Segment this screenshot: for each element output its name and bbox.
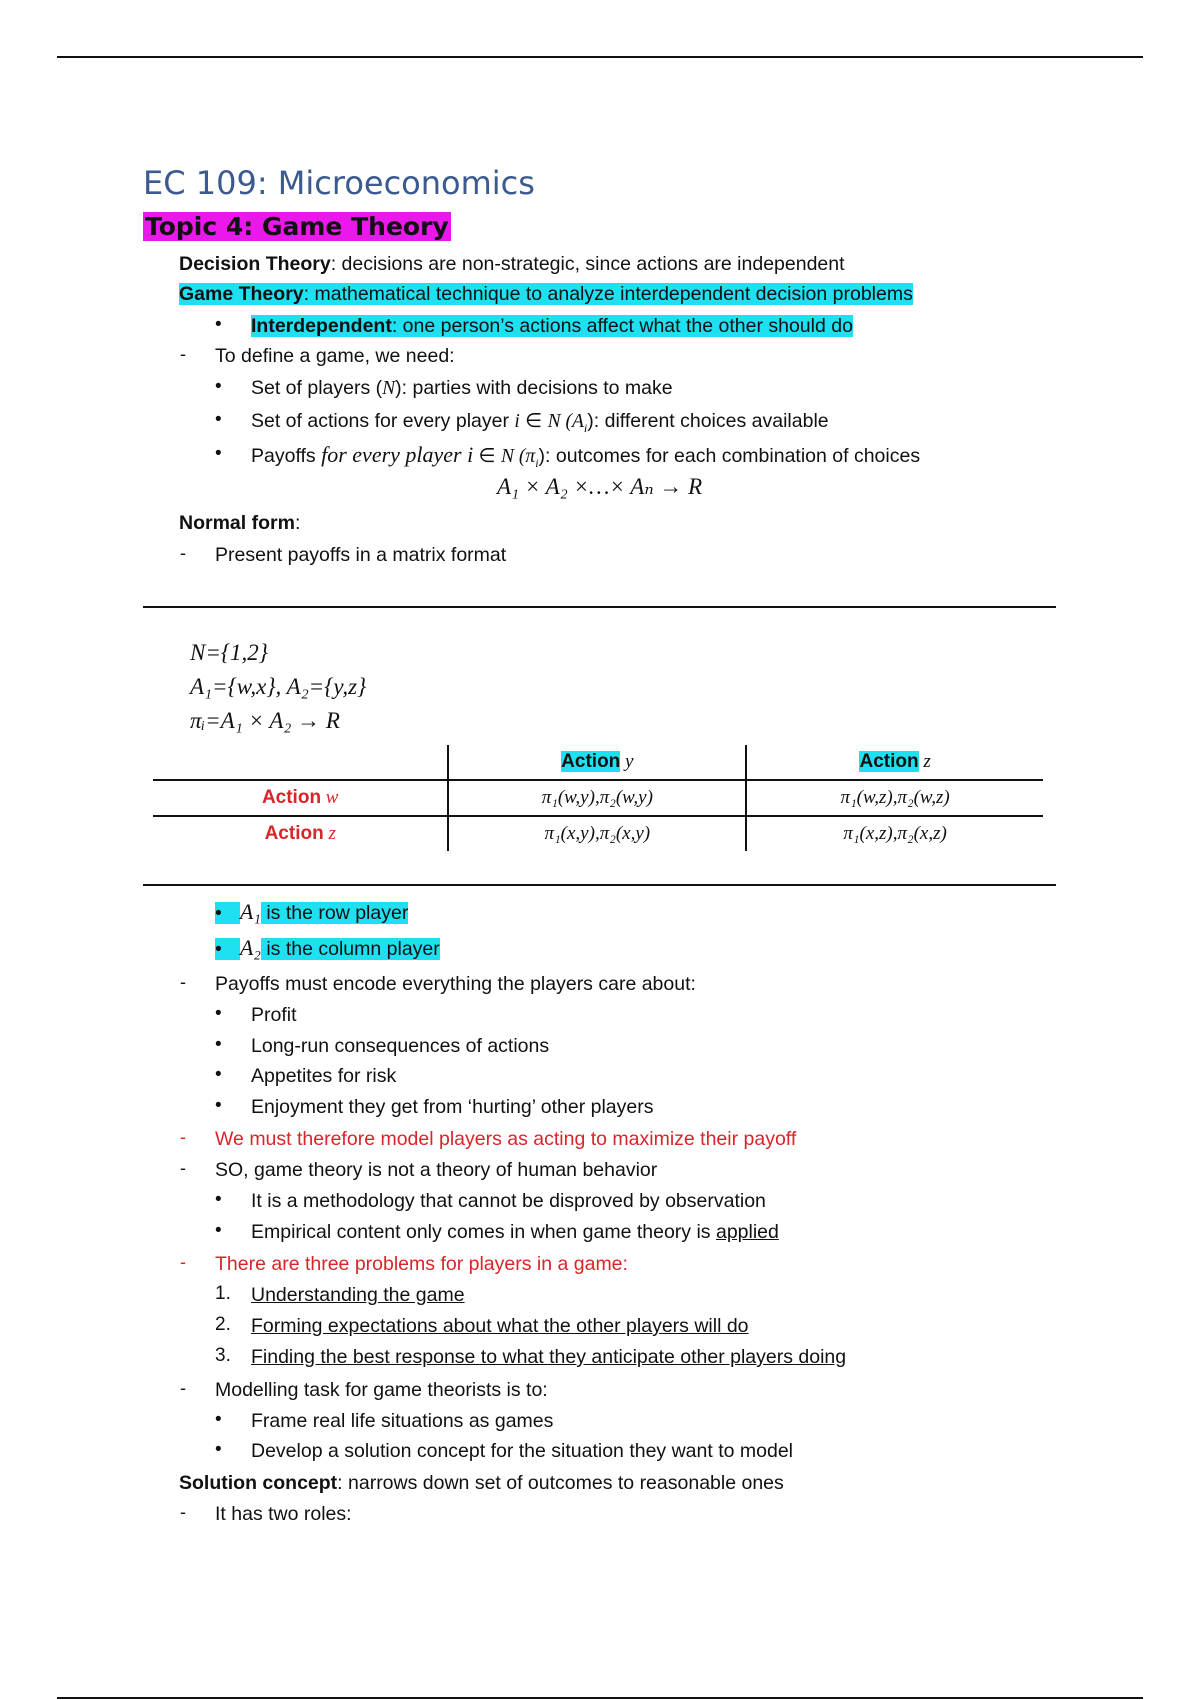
bullet: • bbox=[215, 376, 222, 397]
players-text-a: Set of players ( bbox=[251, 377, 383, 399]
actions-var-n: N bbox=[547, 411, 561, 432]
bullet: • bbox=[215, 1095, 222, 1116]
payoffs-sub: i bbox=[535, 455, 539, 470]
dash: - bbox=[180, 1378, 186, 1398]
actions-sets: A₁={w,x}, A₂={y,z} bbox=[190, 674, 367, 699]
solution-concept-def: : narrows down set of outcomes to reasonable ones bbox=[337, 1472, 784, 1494]
problem-number-2: 2. bbox=[215, 1314, 231, 1335]
game-theory-term: Game Theory bbox=[179, 283, 304, 305]
interdependent-def: : one person’s actions affect what the other should do bbox=[391, 315, 853, 337]
cell-wy: π₁(w,y),π₂(w,y) bbox=[448, 780, 746, 816]
game-theory-line bbox=[179, 282, 913, 306]
game-theory-def: : mathematical technique to analyze interdependent decision problems bbox=[303, 283, 913, 305]
table-corner bbox=[153, 745, 448, 780]
payoffs-var-n: N (π bbox=[501, 446, 536, 467]
payoffs-text-b: ): outcomes for each combination of choices bbox=[538, 445, 921, 467]
row-action-x-label: Action bbox=[264, 823, 324, 844]
section-rule-2 bbox=[143, 884, 1056, 886]
row-action-w-var: w bbox=[321, 787, 339, 808]
row-action-x bbox=[153, 816, 448, 851]
bullet: • bbox=[215, 1003, 222, 1024]
problem-2: Forming expectations about what the other players will do bbox=[251, 1315, 749, 1337]
row-action-w-label: Action bbox=[261, 787, 322, 808]
bullet: • bbox=[215, 314, 222, 335]
cell-wz: π₁(w,z),π₂(w,z) bbox=[746, 780, 1043, 816]
players-set: N={1,2} bbox=[190, 640, 269, 665]
header-action-z-var: z bbox=[918, 751, 931, 772]
dash: - bbox=[180, 344, 186, 364]
bullet: • bbox=[215, 1439, 222, 1460]
bottom-rule bbox=[57, 1697, 1143, 1699]
bullet: • bbox=[215, 938, 240, 960]
top-rule bbox=[57, 56, 1143, 58]
normal-form-line bbox=[179, 511, 300, 535]
payoffs-text-a: Payoffs bbox=[251, 445, 322, 467]
payoffs-op: ∈ bbox=[473, 445, 502, 467]
behavior-lead: SO, game theory is not a theory of human behavior bbox=[215, 1159, 658, 1181]
actions-sub: i bbox=[583, 420, 588, 435]
behavior-item-1: It is a methodology that cannot be disproved by observation bbox=[251, 1190, 766, 1212]
header-action-y-var: y bbox=[620, 751, 634, 772]
problem-1: Understanding the game bbox=[251, 1284, 465, 1306]
problem-number-1: 1. bbox=[215, 1283, 231, 1304]
payoffs-item-4: Enjoyment they get from ‘hurting’ other players bbox=[251, 1096, 654, 1118]
row-player-text: is the row player bbox=[260, 902, 409, 924]
bullet: • bbox=[215, 902, 240, 924]
behavior-item-2-text: Empirical content only comes in when game theory is bbox=[251, 1221, 716, 1243]
table-row bbox=[153, 816, 1043, 851]
bullet: • bbox=[215, 1409, 222, 1430]
topic-heading: Topic 4: Game Theory bbox=[145, 212, 449, 241]
column-player-var: A₂ bbox=[239, 935, 261, 960]
normal-form-term: Normal form bbox=[179, 512, 295, 534]
bullet: • bbox=[215, 409, 222, 430]
table-header-row bbox=[153, 745, 1043, 780]
players-text-b: ): parties with decisions to make bbox=[395, 377, 673, 399]
decision-theory-line bbox=[179, 252, 845, 276]
dash: - bbox=[180, 1252, 186, 1272]
header-action-y-label: Action bbox=[561, 751, 621, 772]
define-lead: To define a game, we need: bbox=[215, 345, 455, 367]
dash: - bbox=[180, 543, 186, 563]
problem-3: Finding the best response to what they anticipate other players doing bbox=[251, 1346, 847, 1368]
section-rule-1 bbox=[143, 606, 1056, 608]
cell-xz: π₁(x,z),π₂(x,z) bbox=[746, 816, 1043, 851]
payoff-formula: A₁ × A₂ ×…× Aₙ → R bbox=[497, 474, 703, 499]
page-title: EC 109: Microeconomics bbox=[143, 164, 535, 202]
column-player-line bbox=[215, 936, 440, 961]
normal-form-colon: : bbox=[294, 512, 301, 534]
maximize-payoff-note: We must therefore model players as acting to maximize their payoff bbox=[215, 1128, 797, 1150]
payoff-function: πᵢ=A₁ × A₂ → R bbox=[190, 708, 340, 733]
bullet: • bbox=[215, 443, 222, 464]
actions-text-a: Set of actions for every player bbox=[251, 410, 515, 432]
interdependent-line bbox=[251, 314, 853, 338]
dash: - bbox=[180, 1127, 186, 1147]
interdependent-highlight bbox=[251, 315, 853, 337]
solution-concept-term: Solution concept bbox=[179, 1472, 338, 1494]
bullet: • bbox=[215, 1220, 222, 1241]
players-item bbox=[251, 376, 673, 401]
payoffs-var: for every player i bbox=[321, 442, 474, 467]
actions-item bbox=[251, 409, 829, 440]
problems-lead: There are three problems for players in a game: bbox=[215, 1253, 628, 1275]
dash: - bbox=[180, 1158, 186, 1178]
header-action-z-label: Action bbox=[859, 751, 919, 772]
modelling-item-1: Frame real life situations as games bbox=[251, 1410, 554, 1432]
bullet: • bbox=[215, 1034, 222, 1055]
interdependent-term: Interdependent bbox=[251, 315, 392, 337]
table-row bbox=[153, 780, 1043, 816]
players-var: N bbox=[382, 378, 396, 399]
payoff-matrix bbox=[153, 745, 1043, 851]
decision-theory-term: Decision Theory bbox=[179, 253, 331, 275]
actions-op: ∈ bbox=[519, 410, 548, 432]
payoffs-item bbox=[251, 443, 920, 475]
solution-item: It has two roles: bbox=[215, 1503, 352, 1525]
actions-text-b: ): different choices available bbox=[587, 410, 829, 432]
modelling-item-2: Develop a solution concept for the situation they want to model bbox=[251, 1440, 793, 1462]
solution-concept-line bbox=[179, 1471, 784, 1495]
payoffs-item-2: Long-run consequences of actions bbox=[251, 1035, 550, 1057]
header-action-y bbox=[448, 745, 746, 780]
actions-var-i: i bbox=[514, 411, 520, 432]
row-action-w bbox=[153, 780, 448, 816]
normal-form-item: Present payoffs in a matrix format bbox=[215, 544, 507, 566]
behavior-item-2 bbox=[251, 1220, 779, 1244]
header-action-z bbox=[746, 745, 1043, 780]
dash: - bbox=[180, 1502, 186, 1522]
decision-theory-def: : decisions are non-strategic, since actions are independent bbox=[330, 253, 845, 275]
dash: - bbox=[180, 972, 186, 992]
modelling-lead: Modelling task for game theorists is to: bbox=[215, 1379, 548, 1401]
bullet: • bbox=[215, 1064, 222, 1085]
behavior-item-2-applied: applied bbox=[715, 1221, 779, 1243]
cell-xy: π₁(x,y),π₂(x,y) bbox=[448, 816, 746, 851]
payoffs-item-1: Profit bbox=[251, 1004, 297, 1026]
payoffs-lead: Payoffs must encode everything the players care about: bbox=[215, 973, 696, 995]
row-action-x-var: z bbox=[323, 823, 336, 844]
row-player-line bbox=[215, 900, 408, 925]
payoffs-item-3: Appetites for risk bbox=[251, 1065, 397, 1087]
column-player-text: is the column player bbox=[260, 938, 440, 960]
row-player-var: A₁ bbox=[239, 899, 261, 924]
game-theory-highlight bbox=[179, 283, 913, 305]
topic-heading-wrap bbox=[143, 212, 451, 241]
problem-number-3: 3. bbox=[215, 1345, 231, 1366]
bullet: • bbox=[215, 1189, 222, 1210]
actions-var-a: (A bbox=[560, 411, 584, 432]
